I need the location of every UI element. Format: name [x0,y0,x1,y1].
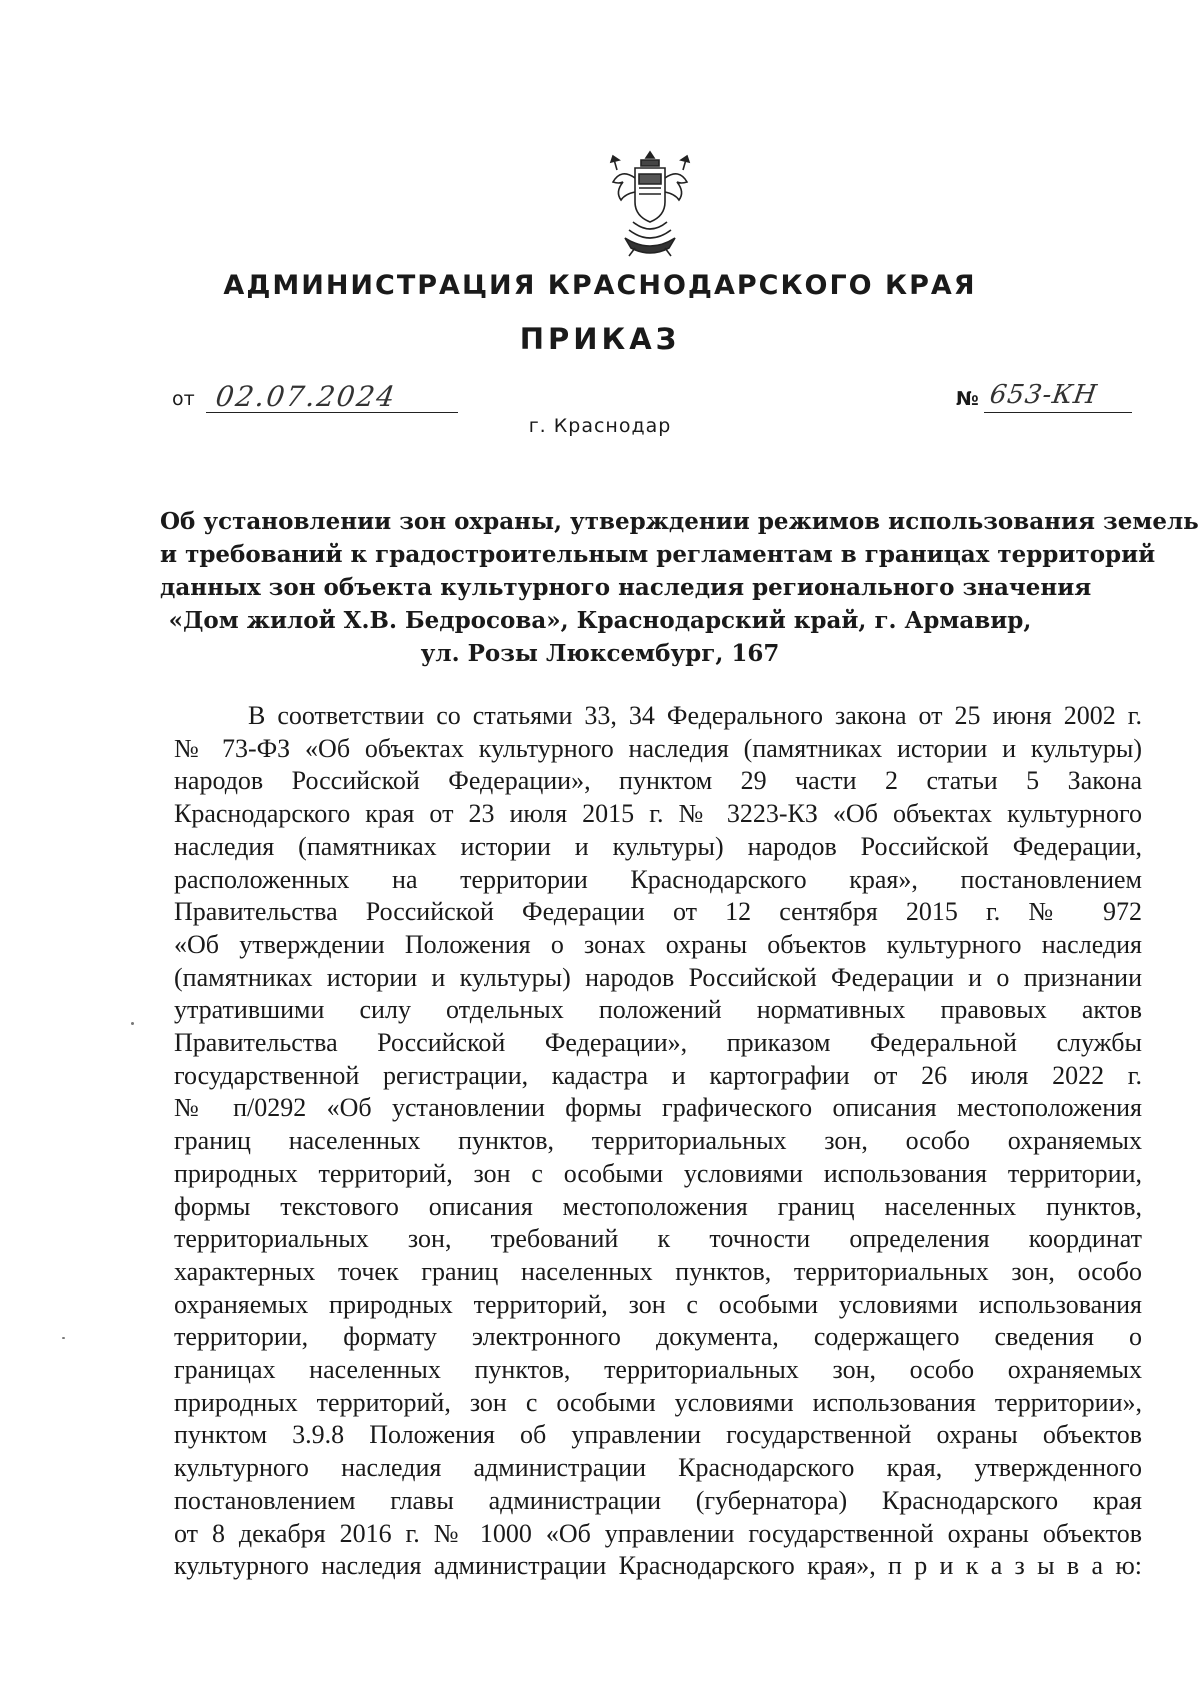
date-prefix: от [172,388,195,410]
body-line: (памятниках истории и культуры) народов Российской Федерации и о признании [174,962,1142,992]
body-line: границ населенных пунктов, территориальных зон, особо охраняемых [174,1126,1142,1156]
body-line: культурного наследия администрации Краснодарского края», п р и к а з ы в а ю: [174,1551,1142,1581]
body-line: № 73-ФЗ «Об объектах культурного наследия (памятниках истории и культуры) [174,733,1142,763]
body-line: наследия (памятниках истории и культуры) народов Российской Федерации, [174,831,1142,861]
body-line: формы текстового описания местоположения границ населенных пунктов, [174,1191,1142,1221]
scan-speck [131,1022,134,1025]
date-handwritten-value: 02.07.2024 [213,380,399,413]
body-line: Правительства Российской Федерации», приказом Федеральной службы [174,1028,1142,1058]
title-line: ул. Розы Люксембург, 167 [420,640,780,667]
number-underline [984,412,1132,413]
body-line: природных территорий, зон с особыми условиями использования территории, [174,1158,1142,1188]
body-line: от 8 декабря 2016 г. № 1000 «Об управлении государственной охраны объектов [174,1518,1142,1548]
document-title [160,505,1199,670]
title-line: данных зон объекта культурного наследия регионального значения [160,574,1092,601]
body-line: охраняемых природных территорий, зон с особыми условиями использования [174,1289,1142,1319]
body-line: В соответствии со статьями 33, 34 Федерального закона от 25 июня 2002 г. [248,701,1142,730]
title-line: Об установлении зон охраны, утверждении режимов использования земель [160,508,1199,535]
body-line: постановлением главы администрации (губернатора) Краснодарского края [174,1485,1142,1515]
body-line: «Об утверждении Положения о зонах охраны объектов культурного наследия [174,929,1142,959]
body-line: пунктом 3.9.8 Положения об управлении государственной охраны объектов [174,1420,1142,1450]
body-line: культурного наследия администрации Краснодарского края, утвержденного [174,1453,1142,1483]
document-city: г. Краснодар [528,415,672,437]
body-line: характерных точек границ населенных пунктов, территориальных зон, особо [174,1256,1142,1286]
body-line: территориальных зон, требований к точности определения координат [174,1224,1142,1254]
document-number [956,380,1136,422]
body-line: природных территорий, зон с особыми условиями использования территории», [174,1387,1142,1417]
scan-speck [62,1337,65,1339]
number-prefix: № [956,388,979,410]
title-line: и требований к градостроительным регламентам в границах территорий [160,541,1156,568]
body-line: Краснодарского края от 23 июля 2015 г. № 3223-КЗ «Об объектах культурного [174,799,1142,829]
body-line: Правительства Российской Федерации от 12 сентября 2015 г. № 972 [174,897,1142,927]
body-line: № п/0292 «Об установлении формы графического описания местоположения [174,1093,1142,1123]
coat-of-arms-emblem [605,150,695,260]
document-body [174,700,1142,1583]
organization-name: АДМИНИСТРАЦИЯ КРАСНОДАРСКОГО КРАЯ [223,270,977,301]
number-handwritten-value: 653-КН [987,380,1100,410]
body-line: расположенных на территории Краснодарского края», постановлением [174,864,1142,894]
document-type: ПРИКАЗ [519,322,681,356]
body-line: утратившими силу отдельных положений нормативных правовых актов [174,995,1142,1025]
body-line: государственной регистрации, кадастра и картографии от 26 июля 2022 г. [174,1060,1142,1090]
body-line: народов Российской Федерации», пунктом 29 части 2 статьи 5 Закона [174,766,1142,796]
title-line: «Дом жилой Х.В. Бедросова», Краснодарский край, г. Армавир, [168,607,1032,634]
body-line: территории, формату электронного документа, содержащего сведения о [174,1322,1142,1352]
body-line: границах населенных пунктов, территориальных зон, особо охраняемых [174,1355,1142,1385]
